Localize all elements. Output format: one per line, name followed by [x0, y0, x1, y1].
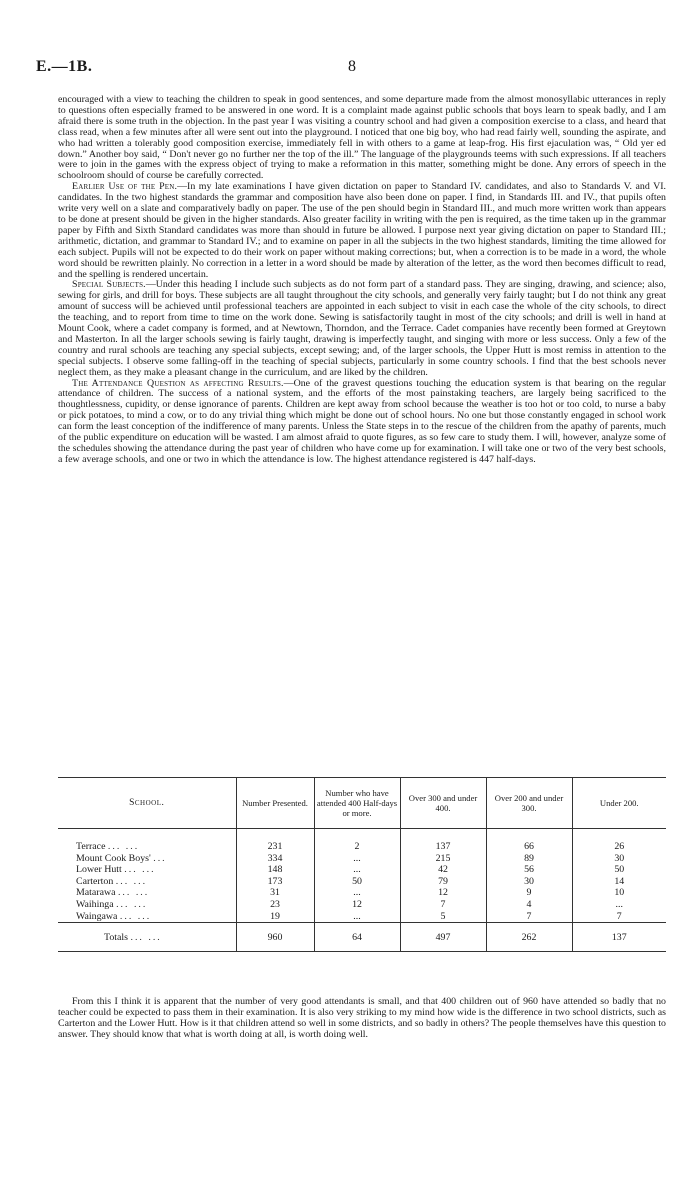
school-name: Waihinga: [76, 898, 114, 910]
presented-cell: 231: [236, 841, 314, 853]
school-name-cell: [58, 887, 236, 899]
range-200-300-cell: 89: [486, 853, 572, 865]
school-name-cell: [58, 853, 236, 865]
presented-cell: 19: [236, 911, 314, 923]
column-header-presented: Number Presented.: [236, 778, 314, 829]
under-200-cell: 50: [572, 864, 666, 876]
presented-cell: 334: [236, 853, 314, 865]
range-200-300-cell: 66: [486, 841, 572, 853]
presented-cell: 31: [236, 887, 314, 899]
school-name-cell: [58, 876, 236, 888]
range-300-400-cell: 42: [400, 864, 486, 876]
presented-cell: 173: [236, 876, 314, 888]
leader-dots: ... ...: [115, 875, 148, 887]
leader-dots: ... ...: [107, 841, 140, 852]
school-name: Matarawa: [76, 887, 116, 899]
leader-dots: ... ...: [130, 931, 162, 943]
totals-row: [58, 923, 666, 952]
under-200-cell: 7: [572, 911, 666, 923]
section-heading: Special Subjects.: [72, 279, 146, 291]
total-over-400: 64: [314, 923, 400, 952]
table-spacer-row: [58, 829, 666, 842]
paragraph-text: encouraged with a view to teaching the children to speak in good sentences, and some departure made from the almost monosyllabic utterances in reply to questions often especially framed to be answered in one word. It is a complaint made against public schools that boys learn to speak badly, and I am afraid there is some truth in the objection. In the past year I was visiting a country school and had given a composition exercise to a class, and heard that class read, when a few minutes after all were sent out into the playground. I noticed that one big boy, who had read fairly well, sounding the aspirate, and who had written a tolerably good composition exercise, immediately fell in with others to a game at leap-frog. His first ejaculation was, “ Old yer ed down.” Another boy said, “ Don't never go no further ner the top of the ill.” The language of the playgrounds teems with such expressions. If all teachers were to join in the games with the express object of trying to make a reformation in this matter, something might be done. Any errors of speech in the schoolroom should of course be carefully corrected.: [58, 94, 666, 182]
over-400-cell: ...: [314, 887, 400, 899]
range-200-300-cell: 30: [486, 876, 572, 888]
over-400-cell: ...: [314, 864, 400, 876]
table-row: [58, 887, 666, 899]
leader-dots: ... ...: [124, 864, 156, 876]
range-200-300-cell: 7: [486, 911, 572, 923]
over-400-cell: ...: [314, 853, 400, 865]
total-200-300: 262: [486, 923, 572, 952]
total-300-400: 497: [400, 923, 486, 952]
closing-paragraph: From this I think it is apparent that the number of very good attendants is small, and that 400 children out of 960 have attended so badly that no teacher could be expected to pass them in their examination. It is also very striking to my mind how wide is the difference in two school districts, such as Carterton and the Lower Hutt. How is it that children attend so well in some districts, and so badly in others? The people themselves have this question to answer. They should know that what is worth doing at all, is worth doing well.: [58, 996, 666, 1040]
table-row: [58, 864, 666, 876]
closing-remarks: [58, 996, 666, 1040]
column-header-200-300: Over 200 and under 300.: [486, 778, 572, 829]
page-header: [36, 58, 668, 82]
school-name: Carterton: [76, 875, 114, 887]
leader-dots: ... ...: [116, 898, 148, 910]
range-200-300-cell: 56: [486, 864, 572, 876]
leader-dots: ...: [153, 852, 167, 864]
school-name: Waingawa: [76, 910, 118, 922]
school-name-cell: [58, 841, 236, 853]
school-name-cell: [58, 899, 236, 911]
over-400-cell: ...: [314, 911, 400, 923]
under-200-cell: 14: [572, 876, 666, 888]
range-300-400-cell: 79: [400, 876, 486, 888]
paragraph-speech: [58, 95, 666, 182]
school-name: Terrace: [76, 841, 106, 852]
table-row: [58, 911, 666, 923]
leader-dots: ... ...: [117, 887, 150, 899]
paragraph-special-subjects: [58, 280, 666, 378]
presented-cell: 23: [236, 899, 314, 911]
range-300-400-cell: 12: [400, 887, 486, 899]
total-presented: 960: [236, 923, 314, 952]
under-200-cell: 30: [572, 853, 666, 865]
table-row: [58, 876, 666, 888]
table-row: [58, 853, 666, 865]
school-name: Lower Hutt: [76, 864, 122, 876]
over-400-cell: 50: [314, 876, 400, 888]
table-row: [58, 841, 666, 853]
school-name-cell: [58, 911, 236, 923]
under-200-cell: 10: [572, 887, 666, 899]
table-header-row: [58, 778, 666, 829]
column-header-school: School.: [58, 778, 236, 829]
total-under-200: 137: [572, 923, 666, 952]
paragraph-attendance-question: [58, 379, 666, 466]
under-200-cell: 26: [572, 841, 666, 853]
attendance-table: [58, 777, 666, 952]
under-200-cell: ...: [572, 899, 666, 911]
leader-dots: ... ...: [119, 910, 152, 922]
range-200-300-cell: 9: [486, 887, 572, 899]
totals-label: Totals: [104, 931, 128, 943]
column-header-400-or-more: Number who have attended 400 Half-days or more.: [314, 778, 400, 829]
section-heading: The Attendance Question as affecting Results.: [72, 377, 284, 389]
range-300-400-cell: 137: [400, 841, 486, 853]
range-300-400-cell: 7: [400, 899, 486, 911]
range-200-300-cell: 4: [486, 899, 572, 911]
section-heading: Earlier Use of the Pen.: [72, 181, 178, 193]
column-header-300-400: Over 300 and under 400.: [400, 778, 486, 829]
school-name-cell: [58, 864, 236, 876]
report-body: [58, 95, 666, 466]
paragraph-text: —In my late examinations I have given dictation on paper to Standard IV. candidates, and also to Standards V. and VI. candidates. In the two highest standards the grammar and composition have also been done on paper. I find, in Standards III. and IV., that pupils often write very well on a slate and comparatively badly on paper. The use of the pen should begin in Standard III., and much more written work than appears to be done at present should be given in the higher standards. Also greater facility in writing with the pen is required, as the time taken up in the grammar paper by Fifth and Sixth Standard candidates was more than should in future be allowed. I purpose next year giving dictation on paper to Standard III.; arithmetic, dictation, and grammar to Standard IV.; and to examine on paper in all the subjects in the two highest standards, limiting the time allowed for each subject. Pupils will not be expected to do their work on paper without making corrections; but, when a correction is to be made in a word, the whole word should be rewritten plainly. No correction in a letter in a word should be made by alteration of the letter, as the word then becomes difficult to read, and the spelling is rendered uncertain.: [58, 181, 666, 280]
column-header-under-200: Under 200.: [572, 778, 666, 829]
paragraph-earlier-use-of-pen: [58, 182, 666, 280]
page-number: 8: [348, 58, 356, 75]
school-name: Mount Cook Boys': [76, 852, 151, 864]
range-300-400-cell: 215: [400, 853, 486, 865]
over-400-cell: 12: [314, 899, 400, 911]
range-300-400-cell: 5: [400, 911, 486, 923]
presented-cell: 148: [236, 864, 314, 876]
paragraph-text: —One of the gravest questions touching the education system is that bearing on the regular attendance of children. The success of a national system, and the efforts of the most painstaking teachers, are largely being sacrificed to the thoughtlessness, cupidity, or dense ignorance of parents. Children are kept away from school because the weather is too hot or too cold, to nurse a baby or pick potatoes, to mind a cow, or to do any trivial thing which might be done out of school hours. No one but those constantly engaged in school work can form the least conception of the indifference of many parents. Unless the State steps in to the rescue of the children from the apathy of parents, much of the public expenditure on education will be wasted. I am almost afraid to quote figures, as so few care to study them. I will, however, analyze some of the schedules showing the attendance during the past year of children who have come up for examination. I will take one or two of the very best schools, a few average schools, and one or two in which the attendance is low. The highest attendance registered is 447 half-days.: [58, 377, 666, 465]
paragraph-text: —Under this heading I include such subjects as do not form part of a standard pass. They are singing, drawing, and science; also, sewing for girls, and drill for boys. These subjects are all taught throughout the city schools, and generally very fairly taught; but I do not think any great amount of success will be achieved until professional teachers are appointed in each subject to visit in each case the whole of the city schools, to direct the teaching, and to report from time to time on the work done. Sewing is satisfactorily taught in most of the city schools; and drill is well in hand at Mount Cook, where a cadet company is formed, and at Newtown, Thorndon, and the Terrace. Cadet companies have recently been formed at Greytown and Masterton. In all the larger schools sewing is fairly taught, drawing is imperfectly taught, and singing with more or less success. Only a few of the country and rural schools are teaching any special subjects, except sewing; and, of the larger schools, the Upper Hutt is most remiss in attention to the special subjects. I observe some falling-off in the teaching of special subjects, particularly in some country schools. I find that the best schools never neglect them, as they make a pleasant change in the curriculum, and are liked by the children.: [58, 279, 666, 378]
document-reference: E.—1B.: [36, 58, 93, 75]
table-row: [58, 899, 666, 911]
totals-label-cell: [58, 923, 236, 952]
over-400-cell: 2: [314, 841, 400, 853]
